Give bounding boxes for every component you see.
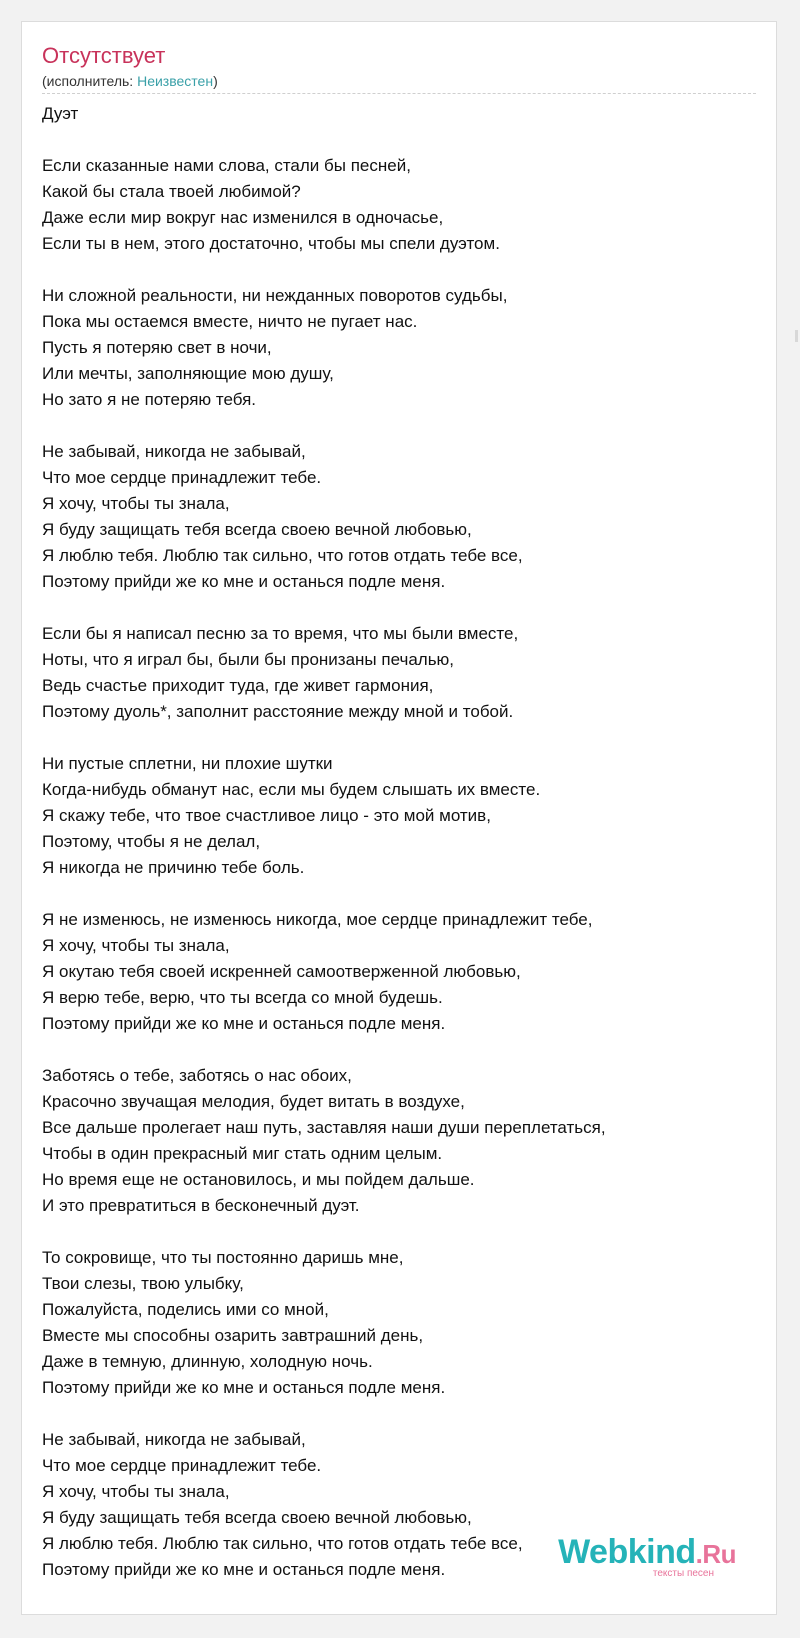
stanza-break <box>42 725 762 751</box>
artist-line <box>42 72 218 90</box>
artist-prefix: (исполнитель: <box>42 73 138 89</box>
stanza-break <box>42 257 762 283</box>
stanza-break <box>42 413 762 439</box>
lyric-line: Ни сложной реальности, ни нежданных поворотов судьбы, <box>42 286 508 305</box>
stanza-break <box>42 595 762 621</box>
lyric-line: Я хочу, чтобы ты знала, <box>42 494 230 513</box>
lyric-line: Ведь счастье приходит туда, где живет гармония, <box>42 676 434 695</box>
lyric-line: Я не изменюсь, не изменюсь никогда, мое сердце принадлежит тебе, <box>42 910 593 929</box>
lyric-line: Я никогда не причиню тебе боль. <box>42 858 305 877</box>
lyric-line: Я верю тебе, верю, что ты всегда со мной будешь. <box>42 988 443 1007</box>
stanza-break <box>42 127 762 153</box>
lyric-line: Если сказанные нами слова, стали бы песней, <box>42 156 411 175</box>
lyric-line: Все дальше пролегает наш путь, заставляя наши души переплетаться, <box>42 1118 606 1137</box>
header-divider <box>42 93 756 94</box>
lyric-line: Я буду защищать тебя всегда своею вечной любовью, <box>42 1508 472 1527</box>
artist-link[interactable]: Неизвестен <box>137 73 214 89</box>
webkind-logo[interactable] <box>558 1535 736 1579</box>
lyric-line: Если ты в нем, этого достаточно, чтобы мы спели дуэтом. <box>42 234 500 253</box>
lyric-line: Заботясь о тебе, заботясь о нас обоих, <box>42 1066 352 1085</box>
lyric-line: Не забывай, никогда не забывай, <box>42 442 306 461</box>
lyric-line: Даже в темную, длинную, холодную ночь. <box>42 1352 373 1371</box>
lyric-line: Я окутаю тебя своей искренней самоотверженной любовью, <box>42 962 521 981</box>
lyric-line: Я скажу тебе, что твое счастливое лицо - это мой мотив, <box>42 806 491 825</box>
stanza-break <box>42 1037 762 1063</box>
song-title: Отсутствует <box>42 43 166 68</box>
lyric-line: Я буду защищать тебя всегда своею вечной любовью, <box>42 520 472 539</box>
lyrics-body <box>42 101 762 1583</box>
lyric-line: Но время еще не остановилось, и мы пойдем дальше. <box>42 1170 475 1189</box>
lyric-line: Поэтому дуоль*, заполнит расстояние между мной и тобой. <box>42 702 514 721</box>
stanza-break <box>42 1401 762 1427</box>
lyric-line: Я хочу, чтобы ты знала, <box>42 936 230 955</box>
lyric-line: Пожалуйста, поделись ими со мной, <box>42 1300 329 1319</box>
lyric-line: Или мечты, заполняющие мою душу, <box>42 364 334 383</box>
lyric-line: Пусть я потеряю свет в ночи, <box>42 338 272 357</box>
stanza-break <box>42 881 762 907</box>
lyric-line: И это превратиться в бесконечный дуэт. <box>42 1196 360 1215</box>
lyric-line: Ни пустые сплетни, ни плохие шутки <box>42 754 333 773</box>
lyric-line: Поэтому прийди же ко мне и останься подле меня. <box>42 572 446 591</box>
lyric-line: Я люблю тебя. Люблю так сильно, что готов отдать тебе все, <box>42 1534 523 1553</box>
lyric-line: Что мое сердце принадлежит тебе. <box>42 1456 322 1475</box>
lyric-line: Если бы я написал песню за то время, что мы были вместе, <box>42 624 519 643</box>
lyric-line: Поэтому прийди же ко мне и останься подле меня. <box>42 1560 446 1579</box>
lyric-line: Даже если мир вокруг нас изменился в одночасье, <box>42 208 444 227</box>
lyric-line: Какой бы стала твоей любимой? <box>42 182 301 201</box>
lyric-line: Красочно звучащая мелодия, будет витать в воздухе, <box>42 1092 465 1111</box>
lyric-line: Когда-нибудь обманут нас, если мы будем слышать их вместе. <box>42 780 541 799</box>
lyric-line: Я хочу, чтобы ты знала, <box>42 1482 230 1501</box>
scrollbar-mark <box>795 330 798 342</box>
artist-suffix: ) <box>213 73 218 89</box>
lyric-line: Пока мы остаемся вместе, ничто не пугает нас. <box>42 312 418 331</box>
lyric-line: Чтобы в один прекрасный миг стать одним целым. <box>42 1144 443 1163</box>
lyric-line: Дуэт <box>42 104 79 123</box>
lyric-line: Ноты, что я играл бы, были бы пронизаны печалью, <box>42 650 455 669</box>
lyric-line: Твои слезы, твою улыбку, <box>42 1274 244 1293</box>
lyric-line: Но зато я не потеряю тебя. <box>42 390 257 409</box>
lyric-line: Поэтому, чтобы я не делал, <box>42 832 261 851</box>
lyric-line: То сокровище, что ты постоянно даришь мне, <box>42 1248 404 1267</box>
lyric-line: Что мое сердце принадлежит тебе. <box>42 468 322 487</box>
logo-tld: .Ru <box>695 1539 736 1569</box>
lyric-line: Поэтому прийди же ко мне и останься подле меня. <box>42 1378 446 1397</box>
lyrics-page <box>21 21 777 1615</box>
stanza-break <box>42 1219 762 1245</box>
lyric-line: Я люблю тебя. Люблю так сильно, что готов отдать тебе все, <box>42 546 523 565</box>
lyric-line: Вместе мы способны озарить завтрашний день, <box>42 1326 424 1345</box>
lyric-line: Не забывай, никогда не забывай, <box>42 1430 306 1449</box>
logo-tagline: тексты песен <box>652 1568 714 1579</box>
lyric-line: Поэтому прийди же ко мне и останься подле меня. <box>42 1014 446 1033</box>
logo-brand: Webkind <box>558 1533 696 1571</box>
